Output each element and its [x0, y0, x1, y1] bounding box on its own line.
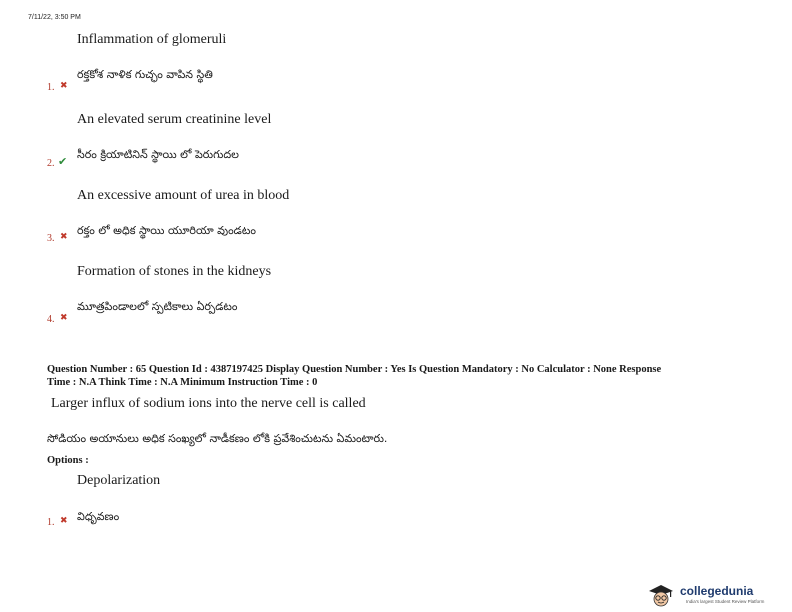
- question-text-english: Larger influx of sodium ions into the nerve cell is called: [51, 396, 366, 411]
- current-option-1-english: Depolarization: [77, 473, 161, 488]
- option-1-english: Inflammation of glomeruli: [77, 32, 227, 47]
- check-icon: ✔: [58, 155, 68, 168]
- question-text-telugu: సోడియం అయానులు అధిక సంఖ్యలో నాడీకణం లోకి ప్రవేశించుటను ఏమంటారు.: [47, 432, 388, 445]
- option-1-number: 1.: [47, 82, 55, 93]
- watermark-brand: collegedunia: [680, 584, 754, 598]
- option-2-english: An elevated serum creatinine level: [77, 112, 272, 127]
- option-4-english: Formation of stones in the kidneys: [77, 264, 272, 279]
- question-meta-line-1: Question Number : 65 Question Id : 4387197425 Display Question Number : Yes Is Question Mandatory : No Calculator : None Response: [47, 364, 662, 375]
- cross-icon: ✖: [60, 81, 68, 91]
- cross-icon: ✖: [60, 232, 68, 242]
- option-3-telugu: రక్తం లో అధిక స్థాయి యూరియా వుండటం: [77, 224, 256, 237]
- option-3-english: An excessive amount of urea in blood: [77, 188, 290, 203]
- current-option-1-telugu: విధృవణం: [77, 510, 120, 523]
- option-4-number: 4.: [47, 314, 55, 325]
- option-4-telugu: మూత్రపిండాలలో స్పటికాలు ఏర్పడటం: [77, 300, 238, 313]
- option-1-telugu: రక్తకోశ నాళిక గుచ్ఛం వాపిన స్థితి: [77, 68, 213, 81]
- cross-icon: ✖: [60, 313, 68, 323]
- question-meta-line-2: Time : N.A Think Time : N.A Minimum Instruction Time : 0: [47, 377, 318, 388]
- current-option-1-number: 1.: [47, 517, 55, 528]
- option-2-number: 2.: [47, 158, 55, 169]
- option-3-number: 3.: [47, 233, 55, 244]
- collegedunia-watermark: [646, 582, 792, 608]
- print-timestamp: 7/11/22, 3:50 PM: [28, 14, 81, 21]
- options-label: Options :: [47, 455, 89, 466]
- mascot-icon: [646, 582, 676, 608]
- option-2-telugu: సీరం క్రియాటినిన్ స్థాయి లో పెరుగుదల: [77, 148, 239, 161]
- cross-icon: ✖: [60, 516, 68, 526]
- watermark-tagline: India's largest Student Review Platform: [686, 599, 765, 604]
